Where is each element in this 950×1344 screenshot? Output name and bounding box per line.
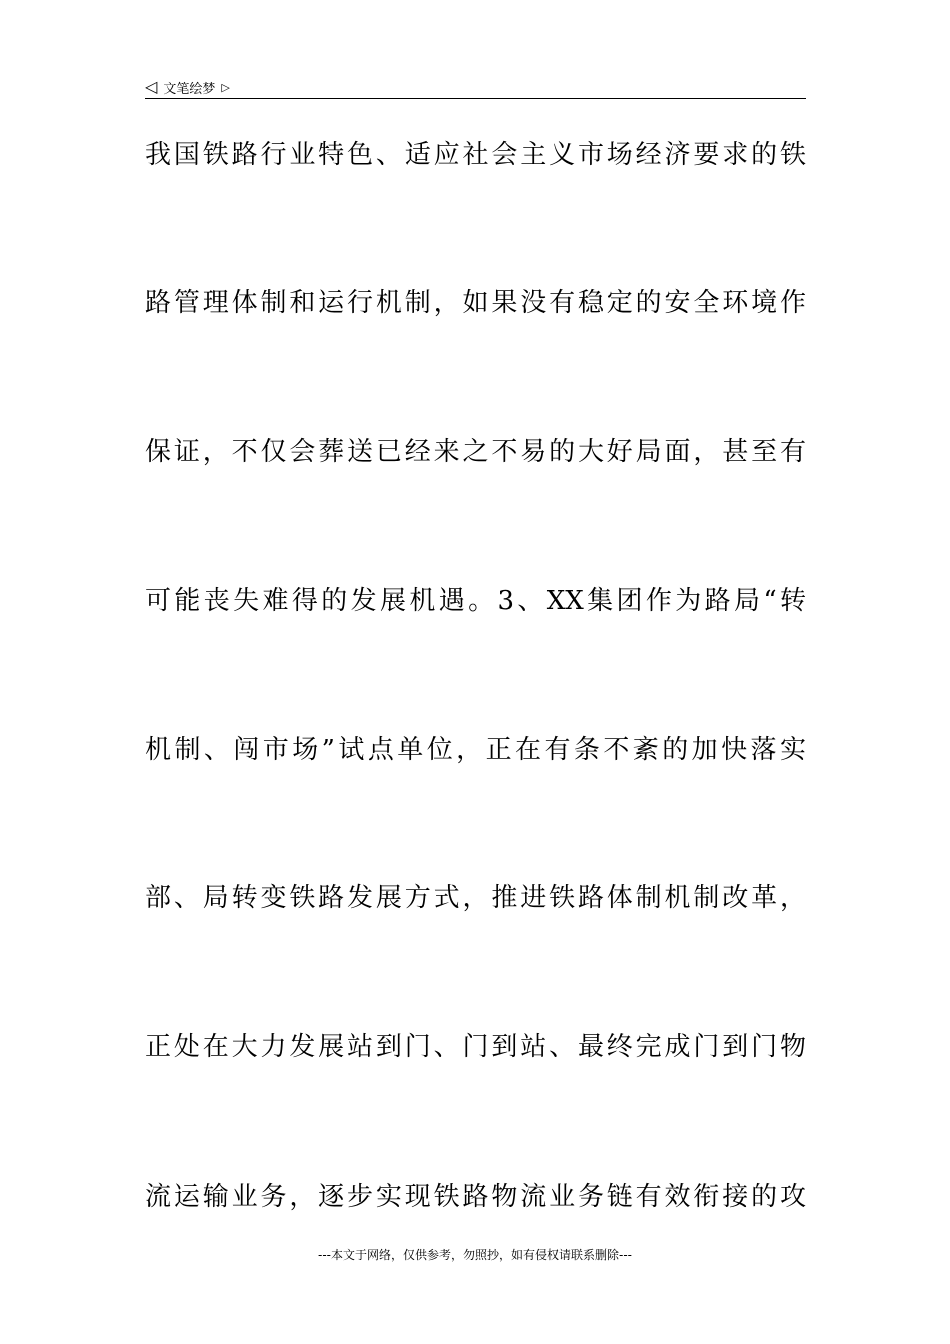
body-line: 正处在大力发展站到门、门到站、最终完成门到门物 [145,1032,806,1062]
body-line: 可能丧失难得的发展机遇。3、XX集团作为路局“转 [145,586,806,616]
page-footer: ---本文于网络，仅供参考，勿照抄，如有侵权请联系删除--- [318,1248,632,1262]
header-rule [145,98,806,99]
triangle-right-icon: ▷ [221,80,230,94]
header-title: 文笔绘梦 [163,81,216,97]
triangle-left-icon: ◁ [145,77,158,96]
body-line: 机制、闯市场”试点单位，正在有条不紊的加快落实 [145,735,806,765]
body-line: 路管理体制和运行机制，如果没有稳定的安全环境作 [145,288,806,318]
body-line: 我国铁路行业特色、适应社会主义市场经济要求的铁 [145,140,806,170]
body-line: 保证，不仅会葬送已经来之不易的大好局面，甚至有 [145,437,806,467]
body-line: 部、局转变铁路发展方式，推进铁路体制机制改革， [145,883,806,913]
page-header [145,76,805,98]
body-line: 流运输业务，逐步实现铁路物流业务链有效衔接的攻 [145,1182,806,1212]
